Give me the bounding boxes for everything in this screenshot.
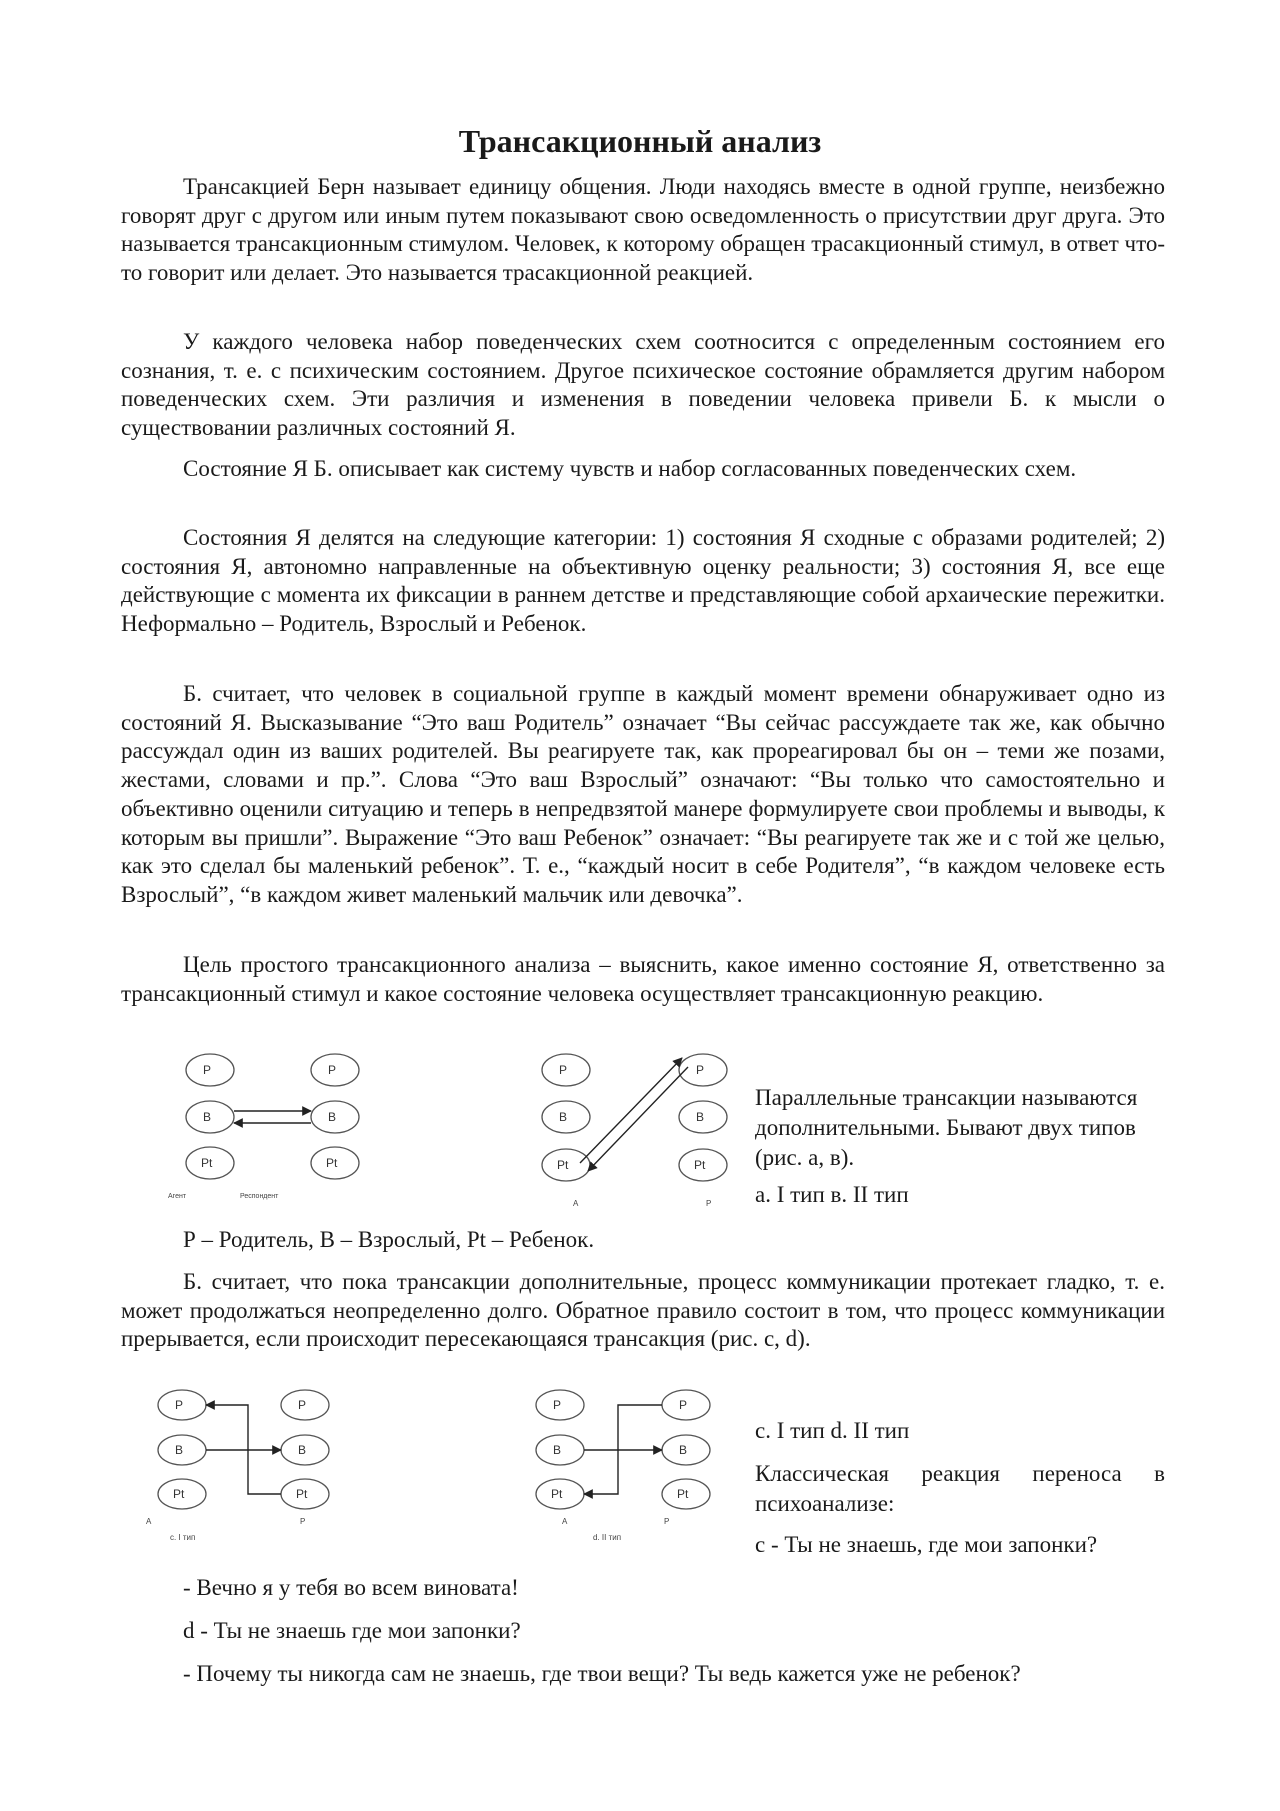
node-label: B [203,1110,212,1124]
arrow-response [588,1067,688,1171]
label-a: A [146,1517,152,1526]
node-label: Pt [296,1487,308,1501]
node-label: Pt [173,1487,185,1501]
dialogue-line-3: - Почему ты никогда сам не знаешь, где твои вещи? Ты ведь кажется уже не ребенок? [183,1661,1021,1686]
figure-crossed-type-1 [140,1388,380,1548]
label-a: A [562,1517,568,1526]
node-label: P [203,1063,212,1077]
dialogue-line-1: - Вечно я у тебя во всем виновата! [183,1575,519,1600]
node-label: Pt [557,1158,569,1172]
paragraph-transaction-definition: Трансакцией Берн называет единицу общения. Люди находясь вместе в одной группе, неизбежно говорят друг с другом или иным путем показывают свою осведомленность о присутствии друг друга. Это называется трансакционным стимулом. Человек, к которому обращен трасакционный стимул, в ответ что-то говорит или делает. Это называется трасакционной реакцией. [121,174,1166,286]
node-label: P [559,1063,568,1077]
figure3-description: Классическая реакция переноса в психоанализе: [755,1461,1165,1516]
label-p: P [664,1517,670,1526]
caption-agent: Агент [168,1193,187,1200]
label-p: P [300,1517,306,1526]
figure-parallel-type-1 [140,1045,380,1205]
caption-d: d. II тип [593,1533,622,1542]
node-label: B [559,1110,568,1124]
paragraph-analysis-goal: Цель простого трансакционного анализа – выяснить, какое именно состояние Я, ответственно за трансакционный стимул и какое состояние человека осуществляет трансакционную реакцию. [121,952,1165,1006]
figure1-description: Параллельные трансакции называются дополнительными. Бывают двух типов (рис. а, в). [755,1085,1138,1170]
node-label: Pt [551,1487,563,1501]
dialogue-line-2: d - Ты не знаешь где мои запонки? [183,1618,521,1643]
node-label: P [175,1398,184,1412]
node-label: B [298,1443,307,1457]
paragraph-ego-expressions: Б. считает, что человек в социальной группе в каждый момент времени обнаруживает одно из состояний Я. Высказывание “Это ваш Родитель” означает “Вы сейчас рассуждаете так же, как обычно рассуждал один из ваших родителей. Вы реагируете так, как прореагировал бы он – теми же позами, жестами, словами и пр.”. Слова “Это ваш Взрослый” означают: “Вы только что самостоятельно и объективно оценили ситуацию и теперь в непредвзятой манере формулируете свои проблемы и выводы, к которым вы пришли”. Выражение “Это ваш Ребенок” означает: “Вы реагируете так же и с той же целью, как это сделал бы маленький ребенок”. Т. е., “каждый носит в себе Родителя”, “в каждом человеке есть Взрослый”, “в каждом живет маленький мальчик или девочка”. [121,681,1165,907]
node-label: Pt [326,1156,338,1170]
node-label: B [175,1443,184,1457]
legend-ego-states: Р – Родитель, В – Взрослый, Рt – Ребенок. [183,1227,595,1252]
node-label: B [328,1110,337,1124]
paragraph-behavior-schemes: У каждого человека набор поведенческих схем соотносится с определенным состоянием его сознания, т. е. с психическим состоянием. Другое психическое состояние обрамляется другим набором поведенческих схем. Эти различия и изменения в поведении человека привели Б. к мысли о существовании различных состояний Я. [121,329,1165,441]
node-label: Pt [677,1487,689,1501]
figure1-types: а. I тип в. II тип [755,1182,909,1207]
node-label: B [696,1110,705,1124]
label-a: A [573,1199,579,1208]
figure3-types: с. I тип d. II тип [755,1418,910,1443]
node-label: Pt [201,1156,213,1170]
caption-c: с. I тип [170,1533,196,1542]
figure-crossed-type-2 [518,1388,758,1548]
node-label: P [298,1398,307,1412]
figure-parallel-type-2 [518,1045,758,1215]
node-label: B [679,1443,688,1457]
node-label: P [553,1398,562,1412]
node-label: P [696,1063,705,1077]
node-label: P [679,1398,688,1412]
page-title: Трансакционный анализ [458,123,822,159]
node-label: P [328,1063,337,1077]
paragraph-ego-categories: Состояния Я делятся на следующие категории: 1) состояния Я сходные с образами родителей; 2) состояния Я, автономно направленные на объективную оценку реальности; 3) состояния Я, все еще действующие с момента их фиксации в раннем детстве и представляющие собой архаические пережитки. Неформально – Родитель, Взрослый и Ребенок. [121,525,1165,637]
node-label: Pt [694,1158,706,1172]
paragraph-ego-state: Состояние Я Б. описывает как систему чувств и набор согласованных поведенческих схем. [183,456,1077,481]
dialogue-c-line: с - Ты не знаешь, где мои запонки? [755,1532,1098,1557]
paragraph-crossed-transaction: Б. считает, что пока трансакции дополнительные, процесс коммуникации протекает гладко, т. е. может продолжаться неопределенно долго. Обратное правило состоит в том, что процесс коммуникации прерывается, если происходит пересекающаяся трансакция (рис. с, d). [121,1269,1165,1352]
node-label: B [553,1443,562,1457]
arrow-stimulus [580,1058,682,1163]
label-p: P [706,1199,712,1208]
caption-respondent: Респондент [240,1193,279,1200]
